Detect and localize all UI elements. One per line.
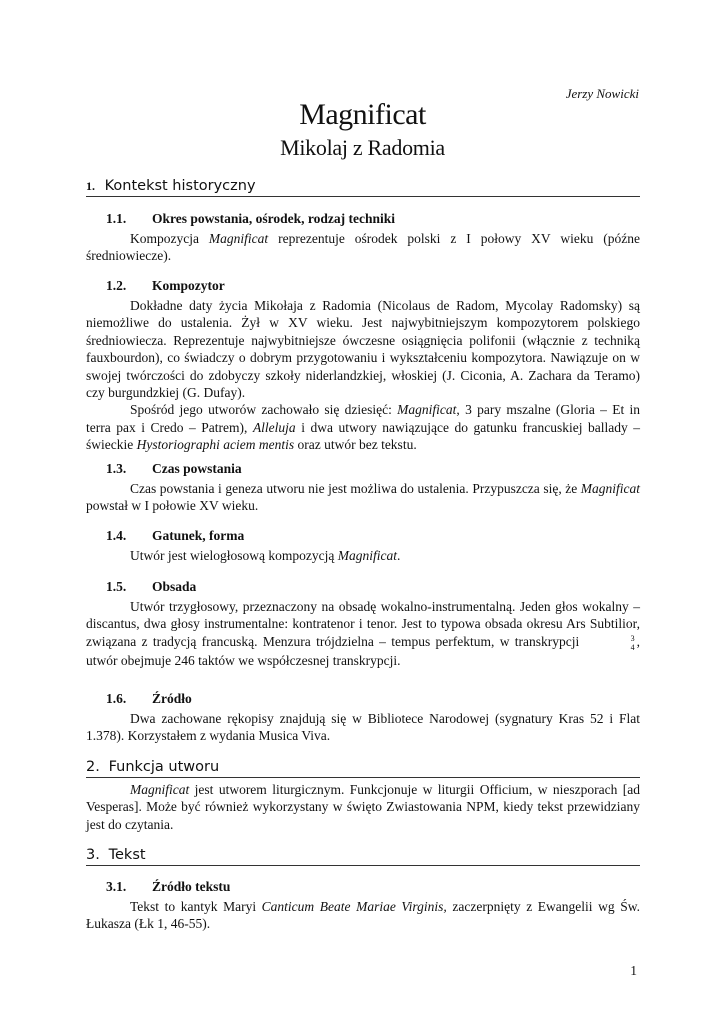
section-number: 3. [86, 847, 100, 863]
subsection-heading-1-4 [106, 528, 244, 544]
subsection-heading-1-1 [106, 211, 395, 227]
paragraph-2: Magnificat jest utworem liturgicznym. Funkcjonuje w liturgii Officium, w nieszporach [ad Vesperas]. Może być również wykorzystany w święto Zwiastowania NPM, kiedy tekst przewidziany jest do czytania. [86, 782, 640, 832]
subsection-title: Źródło tekstu [152, 879, 231, 894]
subsection-title: Okres powstania, ośrodek, rodzaj techniki [152, 211, 396, 226]
subsection-number: 1.1. [106, 211, 127, 226]
subsection-heading-1-6 [106, 691, 192, 707]
subsection-number: 3.1. [106, 879, 127, 894]
section-title: Kontekst historyczny [104, 178, 256, 194]
subsection-title: Gatunek, forma [152, 528, 245, 543]
section-number: 2. [86, 759, 100, 775]
section-number: 1. [86, 179, 95, 193]
subsection-number: 1.4. [106, 528, 127, 543]
paragraph-3-1: Tekst to kantyk Maryi Canticum Beate Mariae Virginis, zaczerpnięty z Ewangelii wg Św. Łukasza (Łk 1, 46-55). [86, 899, 640, 932]
paragraph-1-1: Kompozycja Magnificat reprezentuje ośrodek polski z I połowy XV wieku (późne średniowiecze). [86, 231, 640, 264]
subsection-title: Obsada [152, 579, 197, 594]
page-number: 1 [630, 963, 637, 978]
subsection-heading-3-1 [106, 879, 230, 895]
subsection-heading-1-5 [106, 579, 196, 595]
subsection-number: 1.6. [106, 691, 127, 706]
author-name: Jerzy Nowicki [565, 86, 639, 101]
subsection-number: 1.5. [106, 579, 127, 594]
subsection-heading-1-3 [106, 461, 242, 477]
subsection-heading-1-2 [106, 278, 225, 294]
paragraph-1-5: Utwór trzygłosowy, przeznaczony na obsadę wokalno-instrumentalną. Jeden głos wokalny – discantus, dwa głosy instrumentalne: kontratenor i tenor. Jest to typowa obsada okresu Ars Subtilior, związana z tradycją francuską. Menzura trójdzielna – tempus perfektum, w transkrypcji 3 4 , utwór obejmuje 246 taktów we współczesnej transkrypcji. [86, 599, 640, 668]
subsection-number: 1.2. [106, 278, 127, 293]
paragraph-1-4: Utwór jest wielogłosową kompozycją Magnificat. [130, 548, 401, 563]
paragraph-1-2: Dokładne daty życia Mikołaja z Radomia (Nicolaus de Radom, Mycolay Radomsky) są niemożliwe do ustalenia. Żył w XV wieku. Jest najwybitniejszym kompozytorem polskiego średniowiecza. Reprezentuje najwybitniejsze ówczesne osiągnięcia polifonii (włącznie z techniką fauxbourdon), co świadczy o dobrym przygotowaniu i wykształceniu kompozytora. Nawiązuje on w swojej twórczości do zdobyczy szkoły niderlandzkiej, włoskiej (J. Ciconia, A. Zachara da Teramo) czy burgundzkiej (G. Dufay). Spośród jego utworów zachowało się dziesięć: Magnificat, 3 pary mszalne (Gloria – Et in terra pax i Credo – Patrem), Alleluja i dwa utwory nawiązujące do gatunku francuskiej ballady – świeckie Hystoriographi aciem mentis oraz utwór bez tekstu. [86, 298, 640, 453]
page-subtitle: Mikolaj z Radomia [280, 135, 445, 160]
time-signature-fraction: 3 4 [630, 633, 635, 652]
section-heading-1 [86, 176, 640, 197]
section-heading-3 [86, 845, 640, 866]
subsection-title: Kompozytor [152, 278, 225, 293]
paragraph-1-3: Czas powstania i geneza utworu nie jest możliwa do ustalenia. Przypuszcza się, że Magnificat powstał w I połowie XV wieku. [86, 481, 640, 514]
subsection-number: 1.3. [106, 461, 127, 476]
section-heading-2 [86, 757, 640, 778]
subsection-title: Źródło [152, 691, 192, 706]
paragraph-1-6: Dwa zachowane rękopisy znajdują się w Bibliotece Narodowej (sygnatury Kras 52 i Flat 1.378). Korzystałem z wydania Musica Viva. [86, 711, 640, 744]
section-title: Funkcja utworu [108, 759, 220, 775]
section-title: Tekst [108, 847, 146, 863]
page-title: Magnificat [299, 98, 426, 131]
subsection-title: Czas powstania [152, 461, 242, 476]
